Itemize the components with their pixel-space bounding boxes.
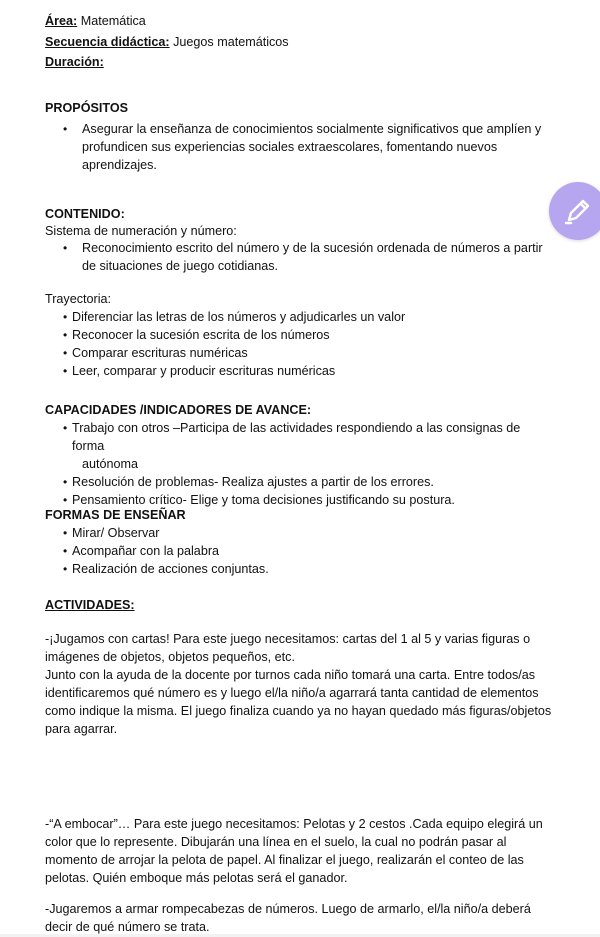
trayectoria-heading: Trayectoria: xyxy=(45,292,112,306)
list-item: • Resolución de problemas- Realiza ajustes a partir de los errores. xyxy=(0,473,552,491)
capacidad-1-line-2: autónoma xyxy=(82,457,139,471)
activity-2: -“A embocar”… Para este juego necesitamos: Pelotas y 2 cestos .Cada equipo elegirá un color que lo represente. Dibujarán una línea en el suelo, la cual no podrán pasar al momento de arrojar la pelota de papel. Al finalizar el juego, realizarán el conteo de las pelotas. Quién emboque más pelotas será el ganador. xyxy=(45,817,543,885)
formas-list xyxy=(0,524,552,578)
capacidad-1-line-1: Trabajo con otros –Participa de las actividades respondiendo a las consignas de forma xyxy=(72,421,521,453)
contenido-list xyxy=(0,239,552,275)
contenido-subtitle: Sistema de numeración y número: xyxy=(45,224,237,238)
area-line xyxy=(45,12,146,30)
area-label: Área: xyxy=(45,14,78,28)
contenido-heading: CONTENIDO: xyxy=(45,207,125,221)
sequence-line xyxy=(45,33,289,51)
list-item: • Leer, comparar y producir escrituras numéricas xyxy=(0,362,552,380)
list-item xyxy=(0,419,552,473)
activity-1 xyxy=(45,630,555,738)
list-item: • Reconocimiento escrito del número y de la sucesión ordenada de números a partir de situaciones de juego cotidianas. xyxy=(0,239,552,275)
sequence-value: Juegos matemáticos xyxy=(169,35,289,49)
activity-1-paragraph-2: Junto con la ayuda de la docente por turnos cada niño tomará una carta. Entre todos/as identificaremos qué número es y luego el/la niño/a agarrará tanta cantidad de elementos como indique la misma. El juego finaliza cuando ya no hayan quedado más figuras/objetos para agarrar. xyxy=(45,668,552,736)
activity-3: -Jugaremos a armar rompecabezas de números. Luego de armarlo, el/la niño/a deberá decir de qué número se trata. xyxy=(45,902,531,934)
list-item: • Reconocer la sucesión escrita de los números xyxy=(0,326,552,344)
duration-line xyxy=(45,53,104,71)
pencil-icon xyxy=(562,195,594,227)
duration-label: Duración: xyxy=(45,55,104,69)
list-item: • Diferenciar las letras de los números y adjudicarles un valor xyxy=(0,308,552,326)
list-item: • Realización de acciones conjuntas. xyxy=(0,560,552,578)
list-item: • Pensamiento crítico- Elige y toma decisiones justificando su postura. xyxy=(0,491,552,509)
propositos-heading: PROPÓSITOS xyxy=(45,101,129,115)
sequence-label: Secuencia didáctica: xyxy=(45,35,170,49)
edit-fab-button[interactable] xyxy=(549,182,600,240)
list-item: • Asegurar la enseñanza de conocimientos socialmente significativos que amplíen y profundicen sus experiencias sociales extraescolares, fomentando nuevos aprendizajes. xyxy=(0,120,552,174)
list-item: • Comparar escrituras numéricas xyxy=(0,344,552,362)
propositos-list xyxy=(0,120,552,174)
capacidades-heading: CAPACIDADES /INDICADORES DE AVANCE: xyxy=(45,403,312,417)
list-item: • Mirar/ Observar xyxy=(0,524,552,542)
formas-heading: FORMAS DE ENSEÑAR xyxy=(45,508,186,522)
actividades-heading: ACTIVIDADES: xyxy=(45,598,135,612)
area-value: Matemática xyxy=(77,14,146,28)
activity-1-paragraph-1: -¡Jugamos con cartas! Para este juego necesitamos: cartas del 1 al 5 y varias figuras o imágenes de objetos, objetos pequeños, etc. xyxy=(45,632,531,664)
trayectoria-list xyxy=(0,308,552,380)
capacidades-list xyxy=(0,419,552,509)
list-item: • Acompañar con la palabra xyxy=(0,542,552,560)
